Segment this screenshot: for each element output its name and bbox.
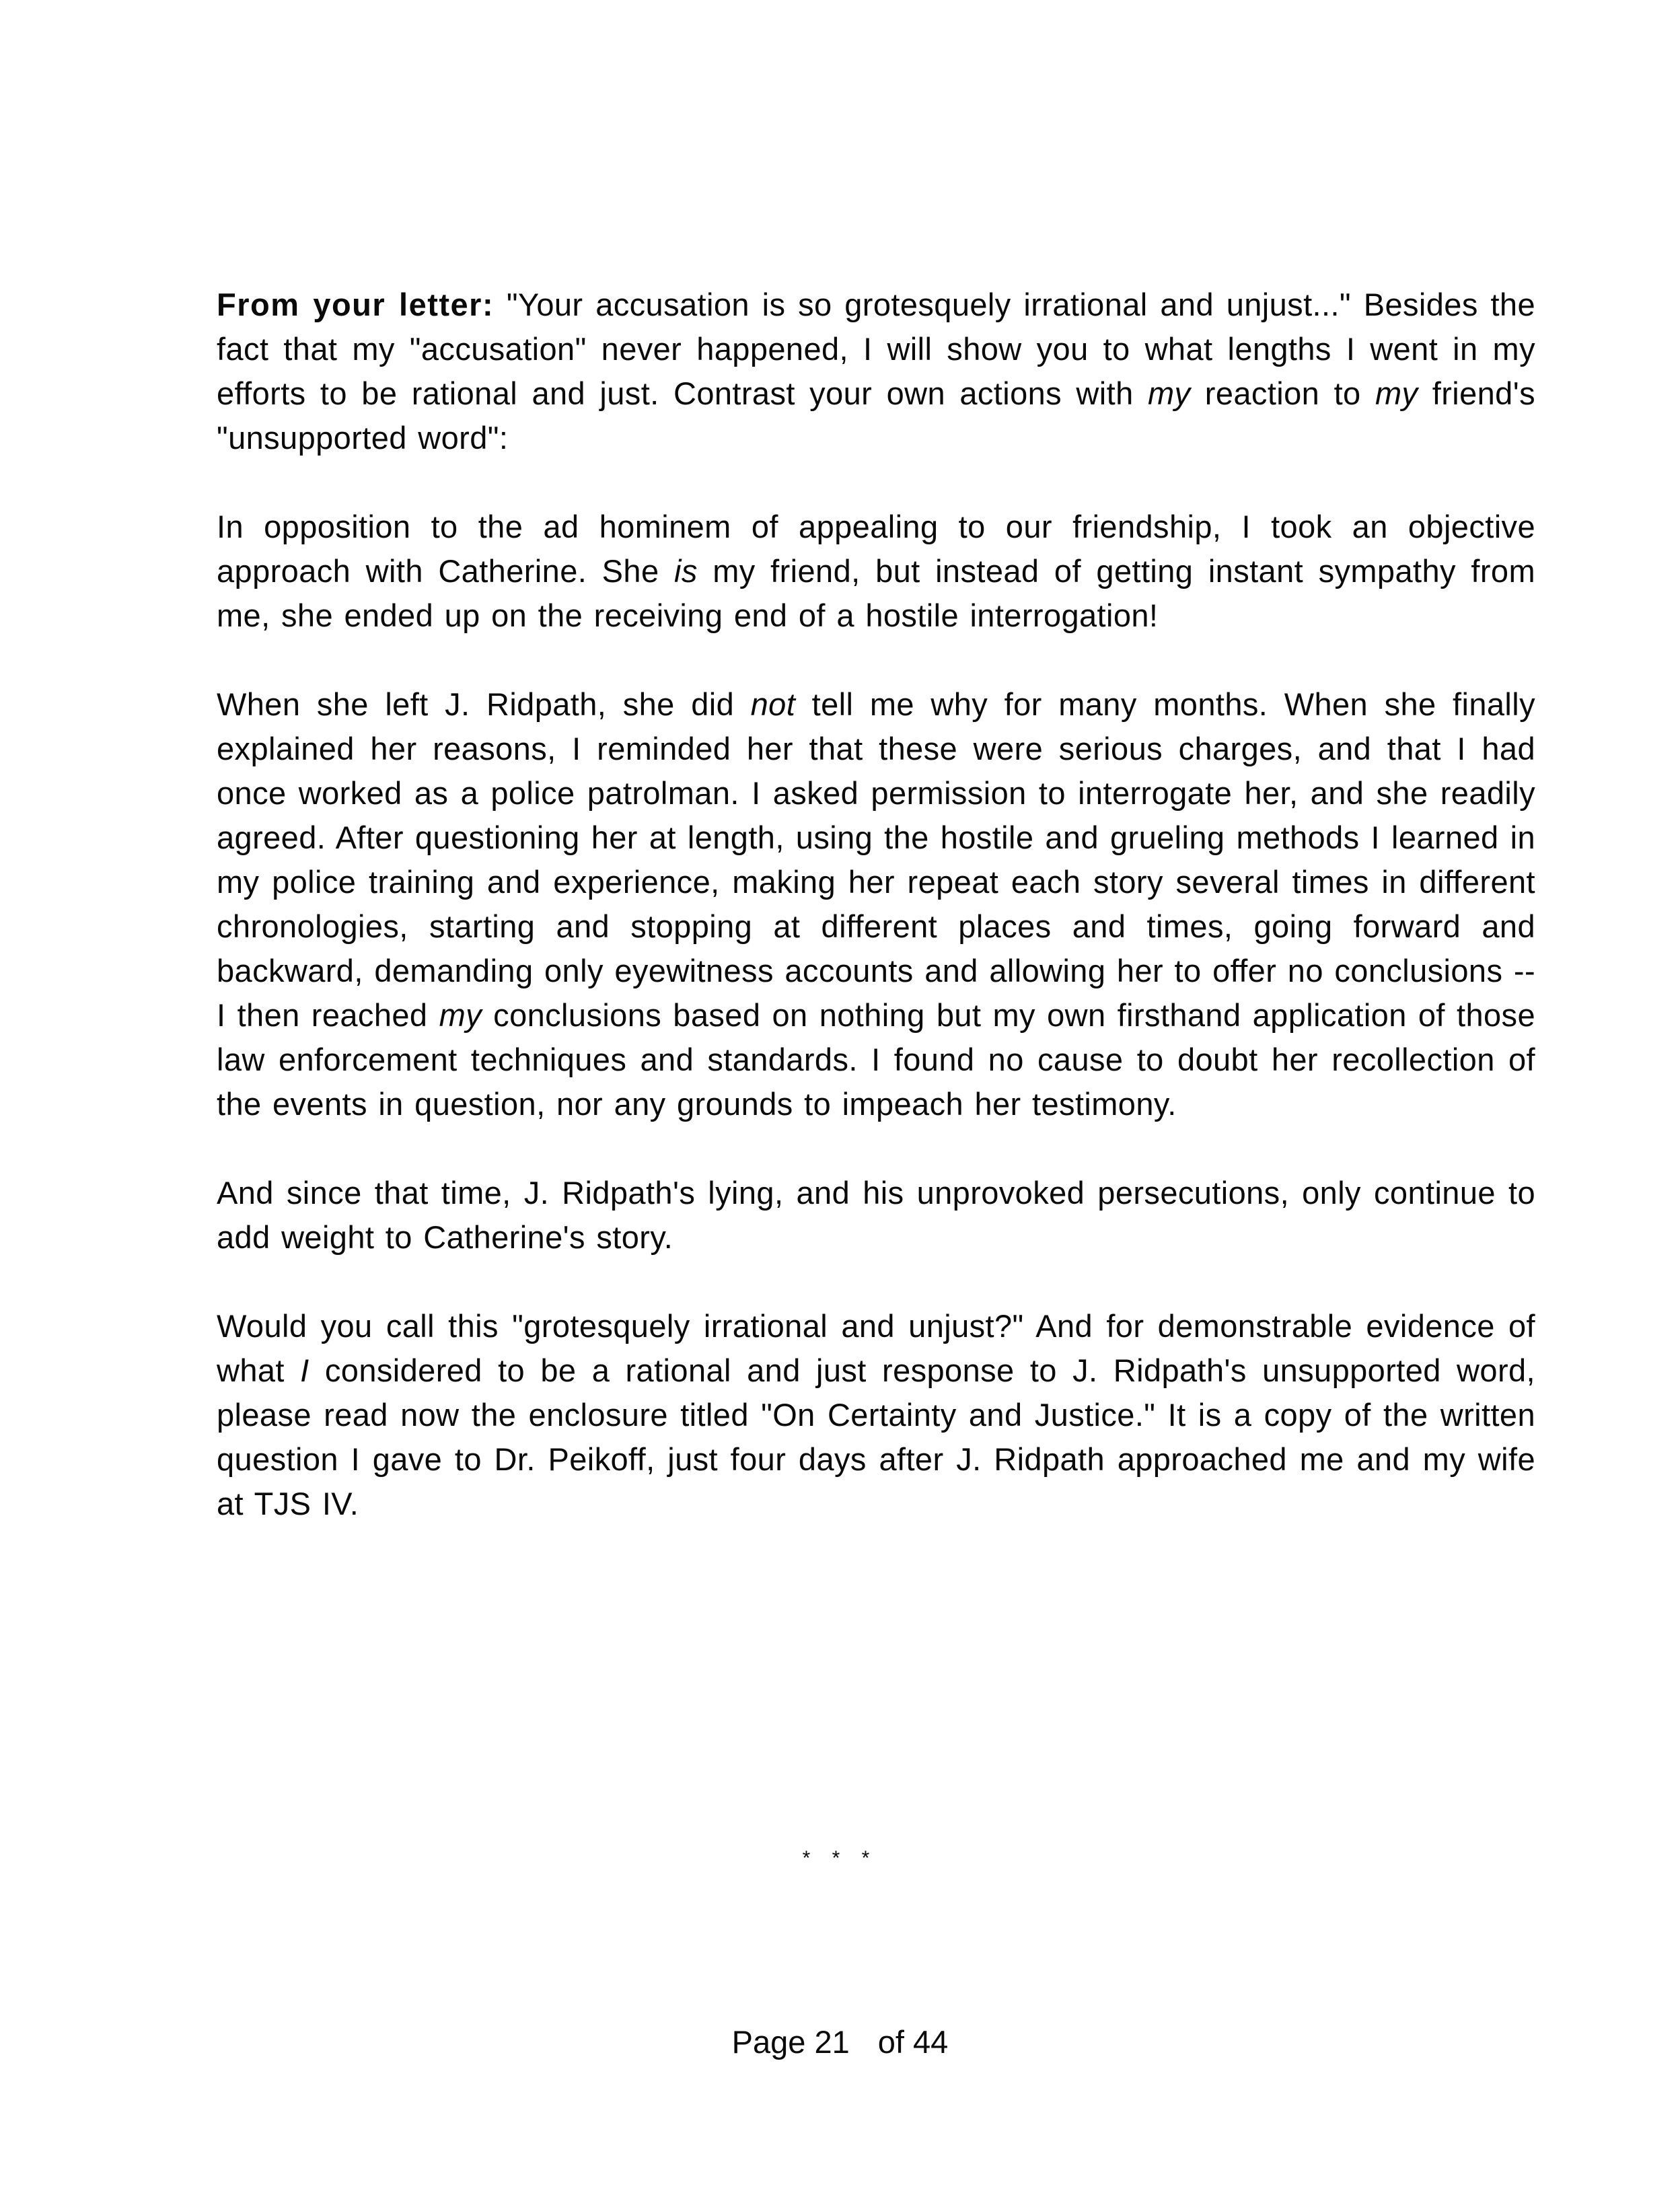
paragraph-quote-response: [217, 283, 1535, 460]
paragraph-closing-question: [217, 1304, 1535, 1526]
emphasis-text: not: [750, 686, 796, 722]
paragraph-since-that-time: [217, 1171, 1535, 1260]
text-segment: In opposition to the ad hominem of appealing to our friendship, I took an objective approach with Catherine. She: [217, 509, 1535, 589]
paragraph-objective-approach: [217, 505, 1535, 638]
page-number-label: Page 21: [731, 2024, 850, 2060]
text-segment: my friend, but instead of getting instant sympathy from me, she ended up on the receiving end of a hostile interrogation!: [217, 553, 1535, 633]
text-segment: conclusions based on nothing but my own firsthand application of those law enforcement techniques and standards. I found no cause to doubt her recollection of the events in question, nor any grounds to impeach her testimony.: [217, 997, 1536, 1122]
section-separator-stars: * * *: [802, 1847, 878, 1869]
emphasis-text: my: [1375, 375, 1418, 411]
emphasis-text: is: [673, 553, 698, 589]
document-body: [217, 283, 1535, 1571]
text-segment: "Your accusation is so grotesquely irrational and unjust..." Besides the fact that my "accusation" never happened, I will show you to what lengths I went in my efforts to be rational and just. Contrast your own actions with: [217, 287, 1535, 411]
text-segment: tell me why for many months. When she finally explained her reasons, I reminded her that these were serious charges, and that I had once worked as a police patrolman. I asked permission to interrogate her, and she readily agreed. After questioning her at length, using the hostile and grueling methods I learned in my police training and experience, making her repeat each story several times in different chronologies, starting and stopping at different places and times, going forward and backward, demanding only eyewitness accounts and allowing her to offer no conclusions -- I then reached: [217, 686, 1536, 1033]
paragraph-interrogation: [217, 682, 1535, 1126]
emphasis-text: I: [300, 1353, 309, 1388]
lead-in-label: From your letter:: [217, 287, 495, 322]
text-segment: friend's "unsupported word":: [217, 375, 1535, 456]
text-segment: When she left J. Ridpath, she did: [217, 686, 751, 722]
text-segment: Would you call this "grotesquely irrational and unjust?" And for demonstrable evidence of what: [217, 1308, 1535, 1388]
text-segment: considered to be a rational and just response to J. Ridpath's unsupported word, please read now the enclosure titled "On Certainty and Justice." It is a copy of the written question I gave to Dr. Peikoff, just four days after J. Ridpath approached me and my wife at TJS IV.: [217, 1353, 1535, 1521]
emphasis-text: my: [439, 997, 482, 1033]
page-total-label: of 44: [877, 2024, 949, 2060]
emphasis-text: my: [1147, 375, 1191, 411]
text-segment: reaction to: [1190, 375, 1375, 411]
text-segment: And since that time, J. Ridpath's lying, and his unprovoked persecutions, only continue to add weight to Catherine's story.: [217, 1175, 1535, 1255]
page-footer: [0, 2022, 1680, 2062]
